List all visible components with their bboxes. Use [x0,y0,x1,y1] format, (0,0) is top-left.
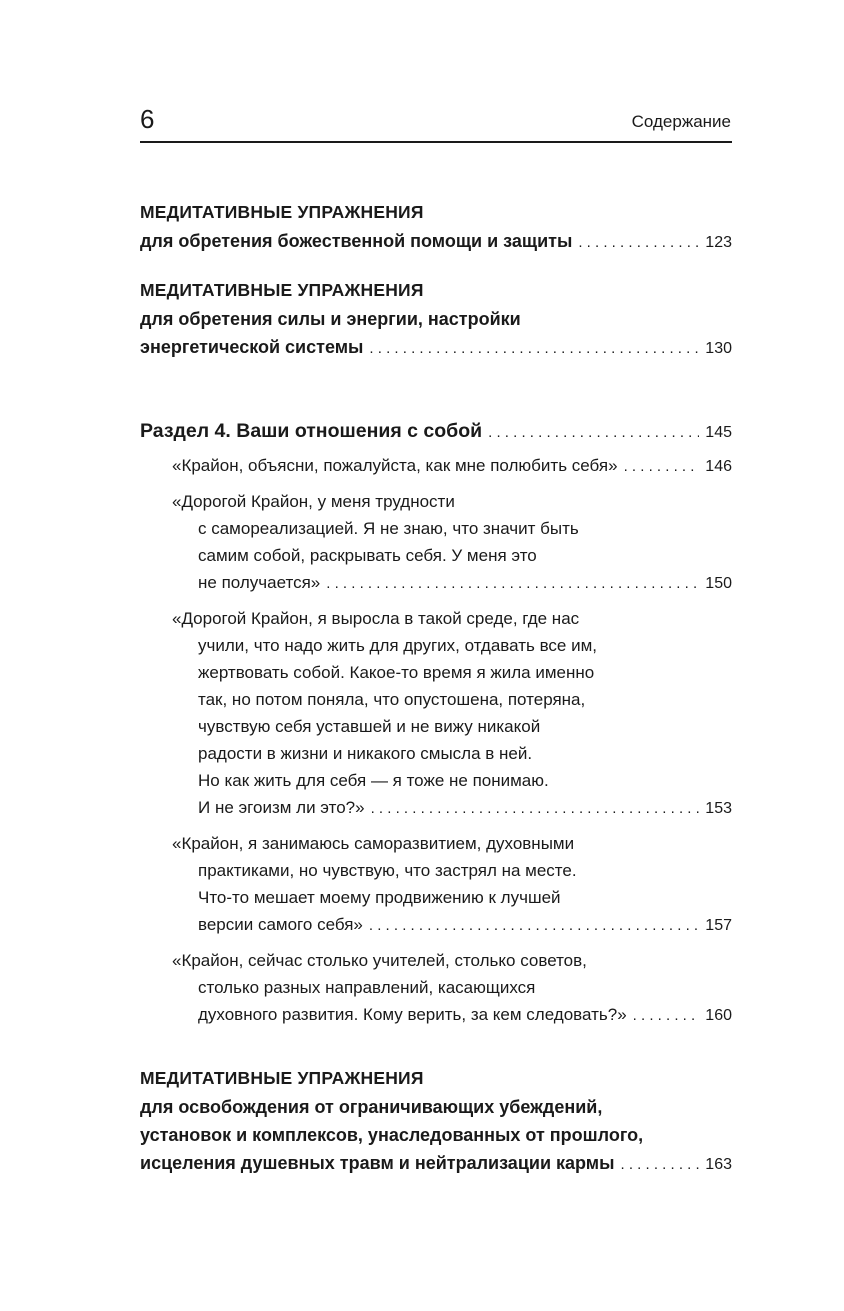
toc-entry-line[interactable] [198,975,732,1001]
section-title-text: Раздел 4. Ваши отношения с собой [140,420,483,442]
toc-entry-text: духовного развития. Кому верить, за кем следовать?» [198,1005,627,1024]
toc-entry-text: «Дорогой Крайон, у меня трудности [172,492,455,511]
header-divider [140,141,732,143]
dot-leader [620,1152,699,1178]
toc-entry-line[interactable] [198,660,732,686]
toc-entry-line[interactable] [172,831,732,857]
toc-entry[interactable] [140,334,732,360]
running-title: Содержание [631,112,731,131]
toc-entry[interactable] [140,1150,732,1176]
toc-page-number: 130 [705,340,732,357]
toc-entry-text: для освобождения от ограничивающих убеждений, [140,1097,603,1117]
page-number: 6 [140,104,155,134]
toc-heading[interactable] [140,199,732,225]
toc-heading-text: МЕДИТАТИВНЫЕ УПРАЖНЕНИЯ [140,1068,424,1088]
toc-entry-text: исцеления душевных травм и нейтрализации кармы [140,1153,615,1173]
toc-entry-text: версии самого себя» [198,915,363,934]
toc-entry-text: установок и комплексов, унаследованных от прошлого, [140,1125,644,1145]
toc-entry-line[interactable] [172,606,732,632]
toc-page-number: 150 [705,575,732,592]
toc-entry-text: самим собой, раскрывать себя. У меня это [198,546,537,565]
toc-page-number: 145 [705,424,732,441]
dot-leader [326,571,699,597]
toc-entry-line[interactable] [198,741,732,767]
toc-page-number: 146 [705,458,732,475]
toc-entry-text: практиками, но чувствую, что застрял на месте. [198,861,577,880]
toc-entry-text: чувствую себя уставшей и не вижу никакой [198,717,541,736]
toc-entry-text: «Крайон, я занимаюсь саморазвитием, духовными [172,834,575,853]
toc-entry[interactable] [198,570,732,596]
toc-entry-text: для обретения силы и энергии, настройки [140,309,521,329]
toc-heading[interactable] [140,277,732,303]
toc-entry-line[interactable] [140,1094,732,1120]
toc-heading-text: МЕДИТАТИВНЫЕ УПРАЖНЕНИЯ [140,280,424,300]
dot-leader [488,420,699,446]
toc-entry-text: учили, что надо жить для других, отдавать все им, [198,636,598,655]
toc-entry-line[interactable] [198,768,732,794]
toc-page-number: 160 [705,1007,732,1024]
toc-entry-line[interactable] [172,948,732,974]
dot-leader [369,336,699,362]
toc-entry-text: жертвовать собой. Какое-то время я жила именно [198,663,595,682]
toc-entry-text: «Дорогой Крайон, я выросла в такой среде, где нас [172,609,580,628]
toc-heading-text: МЕДИТАТИВНЫЕ УПРАЖНЕНИЯ [140,202,424,222]
toc-entry-line[interactable] [140,1122,732,1148]
toc-section-title[interactable] [140,418,732,444]
toc-entry-line[interactable] [198,714,732,740]
dot-leader [633,1003,700,1029]
dot-leader [369,913,699,939]
toc-entry-line[interactable] [140,306,732,332]
toc-entry-line[interactable] [172,489,732,515]
toc-entry-line[interactable] [198,687,732,713]
toc-entry-text: так, но потом поняла, что опустошена, потеряна, [198,690,586,709]
toc-entry[interactable] [198,795,732,821]
toc-entry-line[interactable] [198,885,732,911]
toc-entry-text: Что-то мешает моему продвижению к лучшей [198,888,561,907]
toc-page-number: 123 [705,234,732,251]
toc-entry-text: не получается» [198,573,321,592]
toc-entry-text: «Крайон, объясни, пожалуйста, как мне полюбить себя» [172,456,618,475]
toc-page-number: 153 [705,800,732,817]
toc-entry[interactable] [198,1002,732,1028]
toc-entry-text: для обретения божественной помощи и защиты [140,231,573,251]
toc-heading[interactable] [140,1065,732,1091]
toc-entry-text: «Крайон, сейчас столько учителей, столько советов, [172,951,587,970]
toc-entry-text: энергетической системы [140,337,364,357]
toc-entry-line[interactable] [198,516,732,542]
toc-entry-text: И не эгоизм ли это?» [198,798,365,817]
toc-entry[interactable] [140,228,732,254]
dot-leader [624,454,700,480]
dot-leader [371,796,700,822]
toc-entry-line[interactable] [198,543,732,569]
toc-entry[interactable] [172,453,732,479]
toc-entry-line[interactable] [198,858,732,884]
toc-entry[interactable] [198,912,732,938]
toc-entry-text: столько разных направлений, касающихся [198,978,536,997]
dot-leader [578,230,699,256]
toc-entry-line[interactable] [198,633,732,659]
toc-entry-text: Но как жить для себя — я тоже не понимаю. [198,771,549,790]
toc-page-number: 163 [705,1156,732,1173]
toc-entry-text: с самореализацией. Я не знаю, что значит быть [198,519,579,538]
toc-entry-text: радости в жизни и никакого смысла в ней. [198,744,533,763]
toc-page-number: 157 [705,917,732,934]
